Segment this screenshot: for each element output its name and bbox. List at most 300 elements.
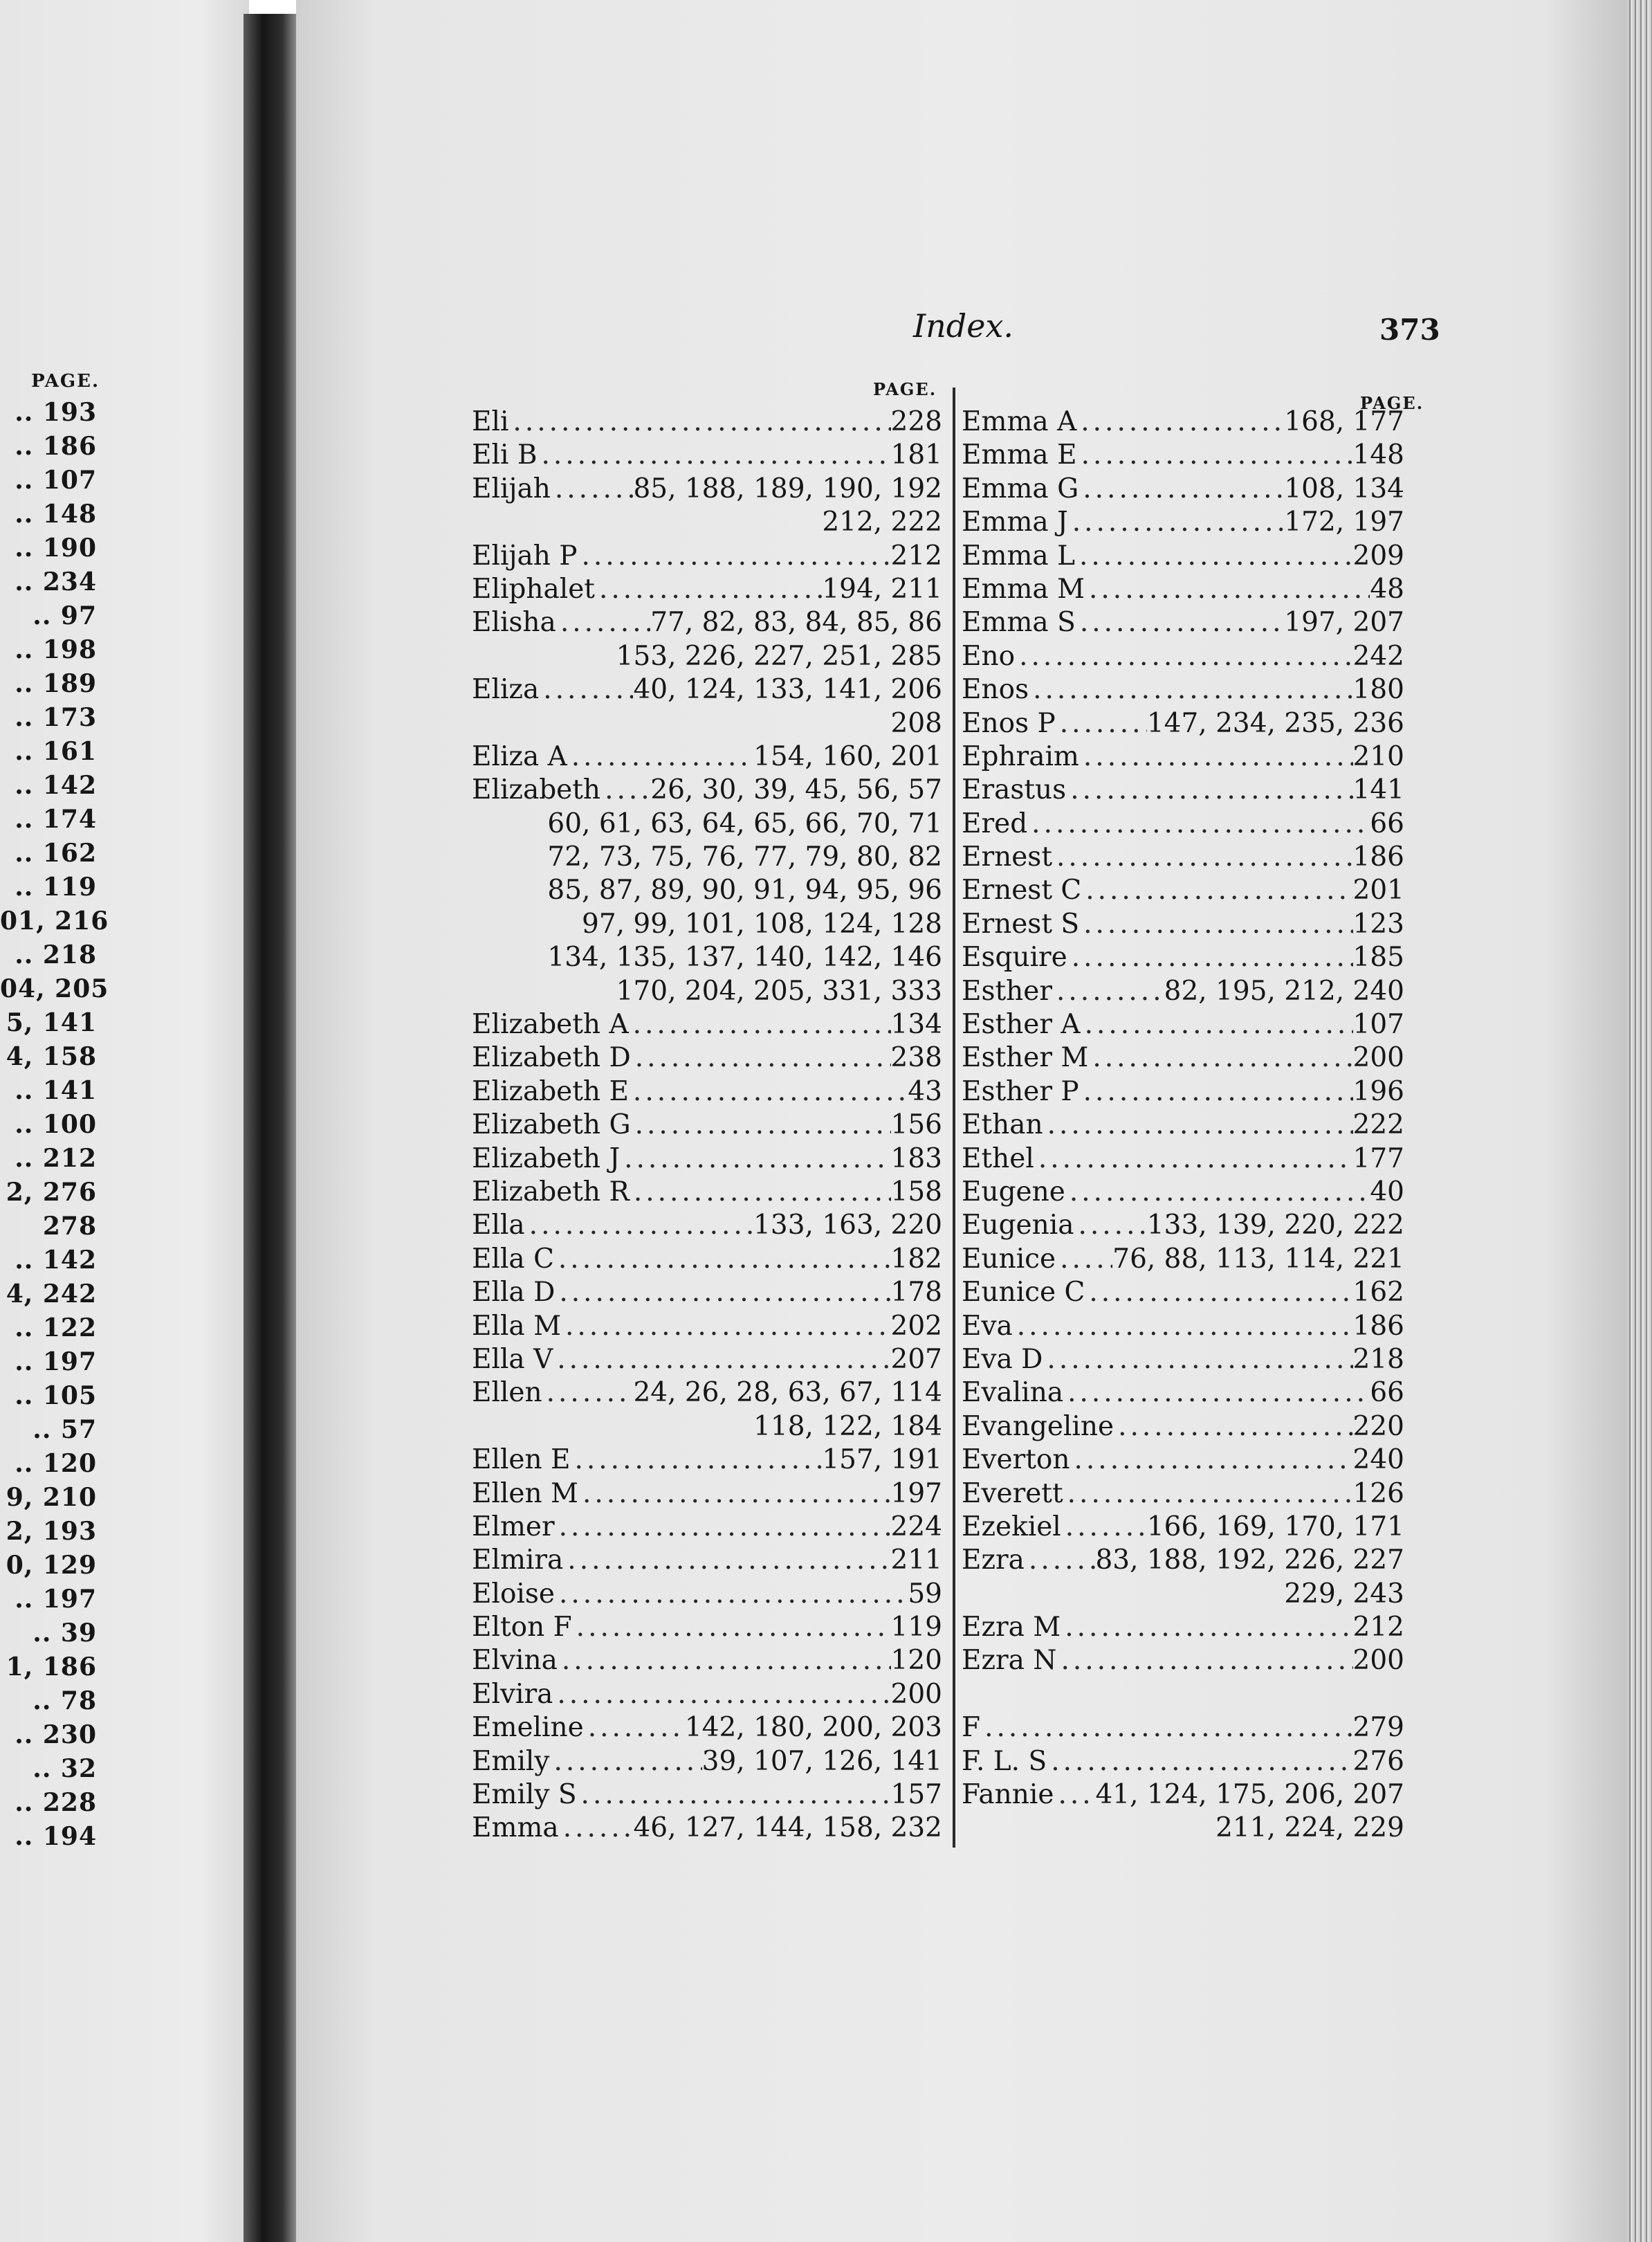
index-entry [472,540,942,573]
dot-leader [551,473,634,506]
left-page-entry: .. 174 [15,805,97,834]
entry-pages: 222 [1352,1109,1404,1141]
index-entry [962,908,1404,941]
index-entry [472,1343,942,1376]
index-entry-continuation [472,808,942,841]
left-page-entry: .. 141 [15,1076,97,1105]
entry-pages: 147, 234, 235, 236 [1146,707,1404,739]
index-entry [962,1109,1404,1142]
entry-name: Everton [962,1444,1070,1476]
left-page-entry: .. 218 [15,940,97,969]
entry-pages: 211 [890,1544,942,1576]
entry-pages: 85, 87, 89, 90, 91, 94, 95, 96 [547,875,942,906]
left-page-entry: .. 148 [15,500,97,529]
index-entry [472,740,942,774]
entry-pages: 228 [890,406,942,437]
index-entry [962,941,1404,974]
entry-name: Eva D [962,1343,1043,1375]
dot-leader [1079,473,1284,506]
left-page-column-header: PAGE. [31,371,100,392]
dot-leader [555,1578,908,1611]
dot-leader [1056,707,1147,740]
entry-name: Evalina [962,1377,1064,1409]
left-page-entry: 01, 216 [0,906,109,936]
entry-pages: 40 [1370,1176,1404,1207]
entry-name: Elizabeth R [472,1176,630,1207]
index-entry [962,1243,1404,1276]
index-entry-continuation [472,841,942,874]
index-entry [962,874,1404,907]
index-entry [472,1477,942,1511]
index-entry [962,606,1404,639]
index-entry [472,1778,942,1812]
index-entry [472,774,942,807]
entry-name: Enos [962,674,1029,706]
left-page-entry: .. 78 [33,1686,97,1715]
entry-pages: 181 [890,439,942,471]
dot-leader [570,1443,822,1477]
index-entry [962,1644,1404,1677]
entry-pages: 133, 139, 220, 222 [1146,1210,1404,1241]
dot-leader [1079,908,1352,941]
index-entry [962,707,1404,740]
entry-pages: 153, 226, 227, 251, 285 [616,640,942,672]
dot-leader [554,1243,891,1276]
entry-pages: 40, 124, 133, 141, 206 [633,674,942,706]
entry-name: Emma S [962,607,1076,639]
left-page-entry: 5, 141 [6,1008,97,1037]
index-entry-continuation [472,1410,942,1443]
index-entry [472,1711,942,1744]
left-page-entry: 9, 210 [6,1483,97,1512]
entry-pages: 41, 124, 175, 206, 207 [1095,1779,1404,1811]
dot-leader [1043,1343,1352,1376]
left-page-entry: 0, 129 [6,1551,97,1580]
entry-pages: 157, 191 [822,1444,942,1476]
entry-name: Elmer [472,1511,555,1542]
entry-pages: 72, 73, 75, 76, 77, 79, 80, 82 [547,841,942,873]
index-entry-continuation [472,707,942,740]
left-page-entry: .. 120 [15,1449,97,1478]
left-page-entry: 2, 276 [6,1178,97,1207]
index-entry [472,1176,942,1209]
entry-pages: 46, 127, 144, 158, 232 [633,1812,942,1844]
entry-pages: 107 [1352,1009,1404,1041]
dot-leader [1034,1142,1353,1176]
dot-leader [558,1644,891,1677]
column-2-header: PAGE. [1360,393,1424,413]
dot-leader [1052,841,1353,874]
left-page-entry-list [0,396,109,1854]
dot-leader [1076,606,1285,639]
index-entry-continuation [472,908,942,941]
entry-pages: 197 [890,1477,942,1509]
entry-name: Eno [962,640,1016,672]
dot-leader [1075,540,1353,573]
entry-pages: 66 [1370,808,1404,839]
left-page-entry: 4, 242 [6,1279,97,1309]
entry-name: Ella M [472,1310,561,1342]
entry-pages: 172, 197 [1284,507,1404,538]
index-entry [472,1075,942,1109]
dot-leader [1063,1477,1353,1511]
entry-name: Emily S [472,1779,577,1811]
index-entry [962,1511,1404,1544]
entry-name: Eliza A [472,740,567,772]
entry-name: Elizabeth E [472,1075,629,1107]
entry-name: Ered [962,808,1028,839]
entry-name: Elisha [472,607,556,639]
entry-pages: 240 [1352,1444,1404,1476]
entry-pages: 43 [908,1075,942,1107]
page-number: 373 [1379,313,1440,347]
entry-name: Elizabeth J [472,1142,621,1174]
left-page-entry: .. 197 [15,1347,97,1376]
entry-pages: 202 [890,1310,942,1342]
entry-pages: 82, 195, 212, 240 [1164,975,1404,1007]
index-entry [962,1611,1404,1644]
index-entry [962,808,1404,841]
column-1-header: PAGE. [873,379,937,399]
dot-leader [525,1209,753,1242]
left-page-entry: .. 161 [15,737,97,766]
dot-leader [549,1745,701,1778]
dot-leader [572,1611,891,1644]
entry-pages: 66 [1370,1377,1404,1409]
index-entry [962,1310,1404,1343]
entry-name: Ernest C [962,875,1082,906]
dot-leader [577,1778,891,1812]
dot-leader [553,1678,890,1711]
dot-leader [1066,774,1352,807]
dot-leader [1085,573,1370,606]
entry-name: Eliza [472,674,540,706]
entry-pages: 60, 61, 63, 64, 65, 66, 70, 71 [547,808,942,839]
left-page-entry: .. 39 [33,1619,97,1648]
index-entry [472,1008,942,1041]
entry-pages: 177 [1352,1142,1404,1174]
dot-leader [1074,1209,1146,1242]
entry-name: Elmira [472,1544,564,1576]
dot-leader [1061,1511,1147,1544]
index-entry [962,975,1404,1008]
entry-name: Ella D [472,1277,556,1309]
left-page-entry: .. 100 [15,1110,97,1139]
entry-name: Enos P [962,707,1056,739]
left-page-entry: .. 198 [15,635,97,664]
blank-row [962,1678,1404,1711]
dot-leader [1063,1376,1370,1410]
entry-pages: 212 [1352,1612,1404,1643]
dot-leader [1052,975,1164,1008]
entry-pages: 220 [1352,1410,1404,1442]
entry-pages: 134, 135, 137, 140, 142, 146 [547,942,942,974]
entry-pages: 85, 188, 189, 190, 192 [633,473,942,504]
left-page-entry: .. 189 [15,669,97,698]
entry-name: Eugene [962,1176,1065,1207]
running-title: Index. [913,307,1014,345]
index-column-1 [472,405,942,1845]
dot-leader [567,740,753,774]
index-entry-continuation [472,874,942,907]
dot-leader [1079,740,1353,774]
index-entry [962,1343,1404,1376]
entry-pages: 76, 88, 113, 114, 221 [1112,1243,1404,1275]
entry-name: Esther M [962,1042,1089,1074]
dot-leader [537,439,890,472]
dot-leader [1061,1611,1352,1644]
index-entry-continuation [472,506,942,539]
dot-leader [1043,1109,1353,1142]
left-page-entry: .. 32 [33,1754,97,1783]
dot-leader [629,1008,891,1041]
entry-name: Elijah P [472,540,578,572]
entry-name: Emily [472,1745,550,1777]
index-entry [962,841,1404,874]
entry-pages: 97, 99, 101, 108, 124, 128 [582,908,942,940]
index-entry-continuation [472,640,942,673]
index-entry [472,1276,942,1309]
entry-name: Elvina [472,1645,558,1677]
entry-pages: 200 [1352,1645,1404,1677]
entry-pages: 242 [1352,640,1404,672]
entry-pages: 157 [890,1779,942,1811]
entry-pages: 200 [890,1678,942,1710]
entry-name: Emma L [962,540,1075,572]
index-entry-continuation [472,941,942,974]
entry-pages: 209 [1352,540,1404,572]
entry-pages: 26, 30, 39, 45, 56, 57 [650,774,942,806]
book-gutter [244,14,299,2242]
entry-name: F [962,1712,981,1744]
entry-name: Eunice C [962,1277,1085,1309]
entry-name: Ernest [962,841,1052,873]
index-entry [472,1745,942,1778]
left-page-entry: .. 57 [33,1415,97,1444]
left-page-entry: .. 197 [15,1585,97,1614]
dot-leader [980,1711,1352,1744]
dot-leader [584,1711,685,1744]
index-entry [962,1041,1404,1075]
entry-pages: 59 [908,1578,942,1610]
left-page-entry: .. 194 [15,1822,97,1851]
dot-leader [559,1812,634,1845]
index-entry [962,1443,1404,1477]
entry-name: Fannie [962,1779,1054,1811]
dot-leader [1067,941,1353,974]
index-entry [962,573,1404,606]
left-page-entry: 1, 186 [6,1652,97,1682]
left-page-entry: .. 228 [15,1788,97,1817]
index-entry [472,1443,942,1477]
dot-leader [1015,640,1352,673]
entry-pages: 279 [1352,1712,1404,1744]
left-page-entry: .. 142 [15,1246,97,1275]
index-entry [962,506,1404,539]
index-entry [472,1209,942,1242]
dot-leader [1068,506,1285,539]
column-divider [953,388,955,1848]
index-entry [962,1276,1404,1309]
dot-leader [561,1310,891,1343]
entry-pages: 186 [1352,1310,1404,1342]
entry-pages: 168, 177 [1284,406,1404,437]
index-entry [962,740,1404,774]
dot-leader [578,540,891,573]
entry-name: Emma J [962,507,1068,538]
index-entry [472,1511,942,1544]
entry-pages: 126 [1352,1477,1404,1509]
entry-pages: 123 [1352,908,1404,940]
page-edge [1627,0,1652,2242]
left-page-entry: .. 122 [15,1313,97,1342]
entry-name: Eliphalet [472,573,595,605]
index-entry [472,1243,942,1276]
dot-leader [1056,1243,1112,1276]
entry-name: Eli [472,406,509,437]
dot-leader [556,606,650,639]
entry-pages: 208 [890,707,942,739]
dot-leader [1065,1176,1370,1209]
index-entry [472,1812,942,1845]
left-page-entry: .. 230 [15,1720,97,1749]
entry-name: Elvira [472,1678,553,1710]
entry-name: Evangeline [962,1410,1114,1442]
entry-name: Ernest S [962,908,1080,940]
entry-name: Esther A [962,1009,1081,1041]
entry-pages: 133, 163, 220 [753,1210,942,1241]
entry-name: Emeline [472,1712,584,1744]
dot-leader [1114,1410,1352,1443]
index-entry [962,439,1404,472]
left-page-entry: .. 162 [15,839,97,868]
entry-name: Eli B [472,439,538,471]
dot-leader [1081,874,1352,907]
entry-name: Esquire [962,942,1067,974]
entry-name: Eugenia [962,1210,1074,1241]
index-entry [962,1209,1404,1242]
index-entry [472,1544,942,1577]
dot-leader [631,1041,891,1075]
entry-pages: 158 [890,1176,942,1207]
index-entry [962,1544,1404,1577]
dot-leader [1029,673,1352,707]
entry-pages: 218 [1352,1343,1404,1375]
index-entry [472,1644,942,1677]
index-entry [962,1075,1404,1109]
entry-name: Emma A [962,406,1077,437]
entry-pages: 197, 207 [1284,607,1404,639]
index-entry-continuation [962,1812,1404,1845]
entry-name: Emma G [962,473,1079,504]
dot-leader [555,1276,890,1309]
entry-name: Emma E [962,439,1077,471]
index-entry [472,439,942,472]
entry-pages: 180 [1352,674,1404,706]
entry-name: Emma M [962,573,1085,605]
index-entry [472,1310,942,1343]
index-entry [472,405,942,439]
index-entry [962,1410,1404,1443]
entry-name: Eunice [962,1243,1056,1275]
index-entry [962,1008,1404,1041]
entry-pages: 24, 26, 28, 63, 67, 114 [633,1377,942,1409]
left-page-entry: .. 190 [15,534,97,563]
dot-leader [553,1343,890,1376]
dot-leader [578,1477,891,1511]
entry-name: Elizabeth D [472,1042,631,1074]
dot-leader [629,1075,908,1109]
entry-name: Ethel [962,1142,1034,1174]
dot-leader [542,1376,634,1410]
entry-pages: 119 [890,1612,942,1643]
index-entry [962,1176,1404,1209]
entry-pages: 170, 204, 205, 331, 333 [616,975,942,1007]
index-entry [962,473,1404,506]
entry-pages: 118, 122, 184 [753,1410,942,1442]
index-entry [472,473,942,506]
dot-leader [595,573,822,606]
entry-pages: 120 [890,1645,942,1677]
entry-name: Elijah [472,473,551,504]
dot-leader [1056,1644,1352,1677]
dot-leader [563,1544,890,1577]
entry-name: Ethan [962,1109,1043,1141]
index-entry [962,1142,1404,1176]
entry-pages: 186 [1352,841,1404,873]
left-page-entry: .. 142 [15,771,97,800]
dot-leader [1088,1041,1352,1075]
entry-name: Ellen E [472,1444,571,1476]
left-page-entry: .. 107 [15,466,97,495]
entry-pages: 194, 211 [822,573,942,605]
dot-leader [630,1176,891,1209]
index-entry-continuation [962,1578,1404,1611]
left-page-entry: .. 119 [15,873,97,902]
entry-pages: 154, 160, 201 [753,740,942,772]
index-entry [472,673,942,707]
entry-pages: 182 [890,1243,942,1275]
entry-pages: 141 [1352,774,1404,806]
entry-name: Everett [962,1477,1063,1509]
dot-leader [631,1109,891,1142]
entry-pages: 77, 82, 83, 84, 85, 86 [650,607,942,639]
entry-pages: 212, 222 [822,507,942,538]
index-entry [472,606,942,639]
left-page-entry: 4, 158 [6,1042,97,1071]
entry-pages: 142, 180, 200, 203 [684,1712,942,1744]
dot-leader [1081,1008,1353,1041]
left-page-entry: 2, 193 [6,1517,97,1546]
index-entry [962,405,1404,439]
entry-pages: 201 [1352,875,1404,906]
dot-leader [1079,1075,1353,1109]
index-entry [472,1678,942,1711]
entry-pages: 210 [1352,740,1404,772]
index-entry [962,673,1404,707]
index-entry [962,1376,1404,1410]
entry-pages: 178 [890,1277,942,1309]
entry-pages: 211, 224, 229 [1215,1812,1404,1844]
left-page-entry: .. 97 [33,601,97,630]
dot-leader [1070,1443,1353,1477]
dot-leader [1027,808,1370,841]
left-page-fragment [0,0,249,2242]
entry-pages: 207 [890,1343,942,1375]
entry-pages: 224 [890,1511,942,1542]
dot-leader [555,1511,891,1544]
entry-name: Esther P [962,1075,1079,1107]
